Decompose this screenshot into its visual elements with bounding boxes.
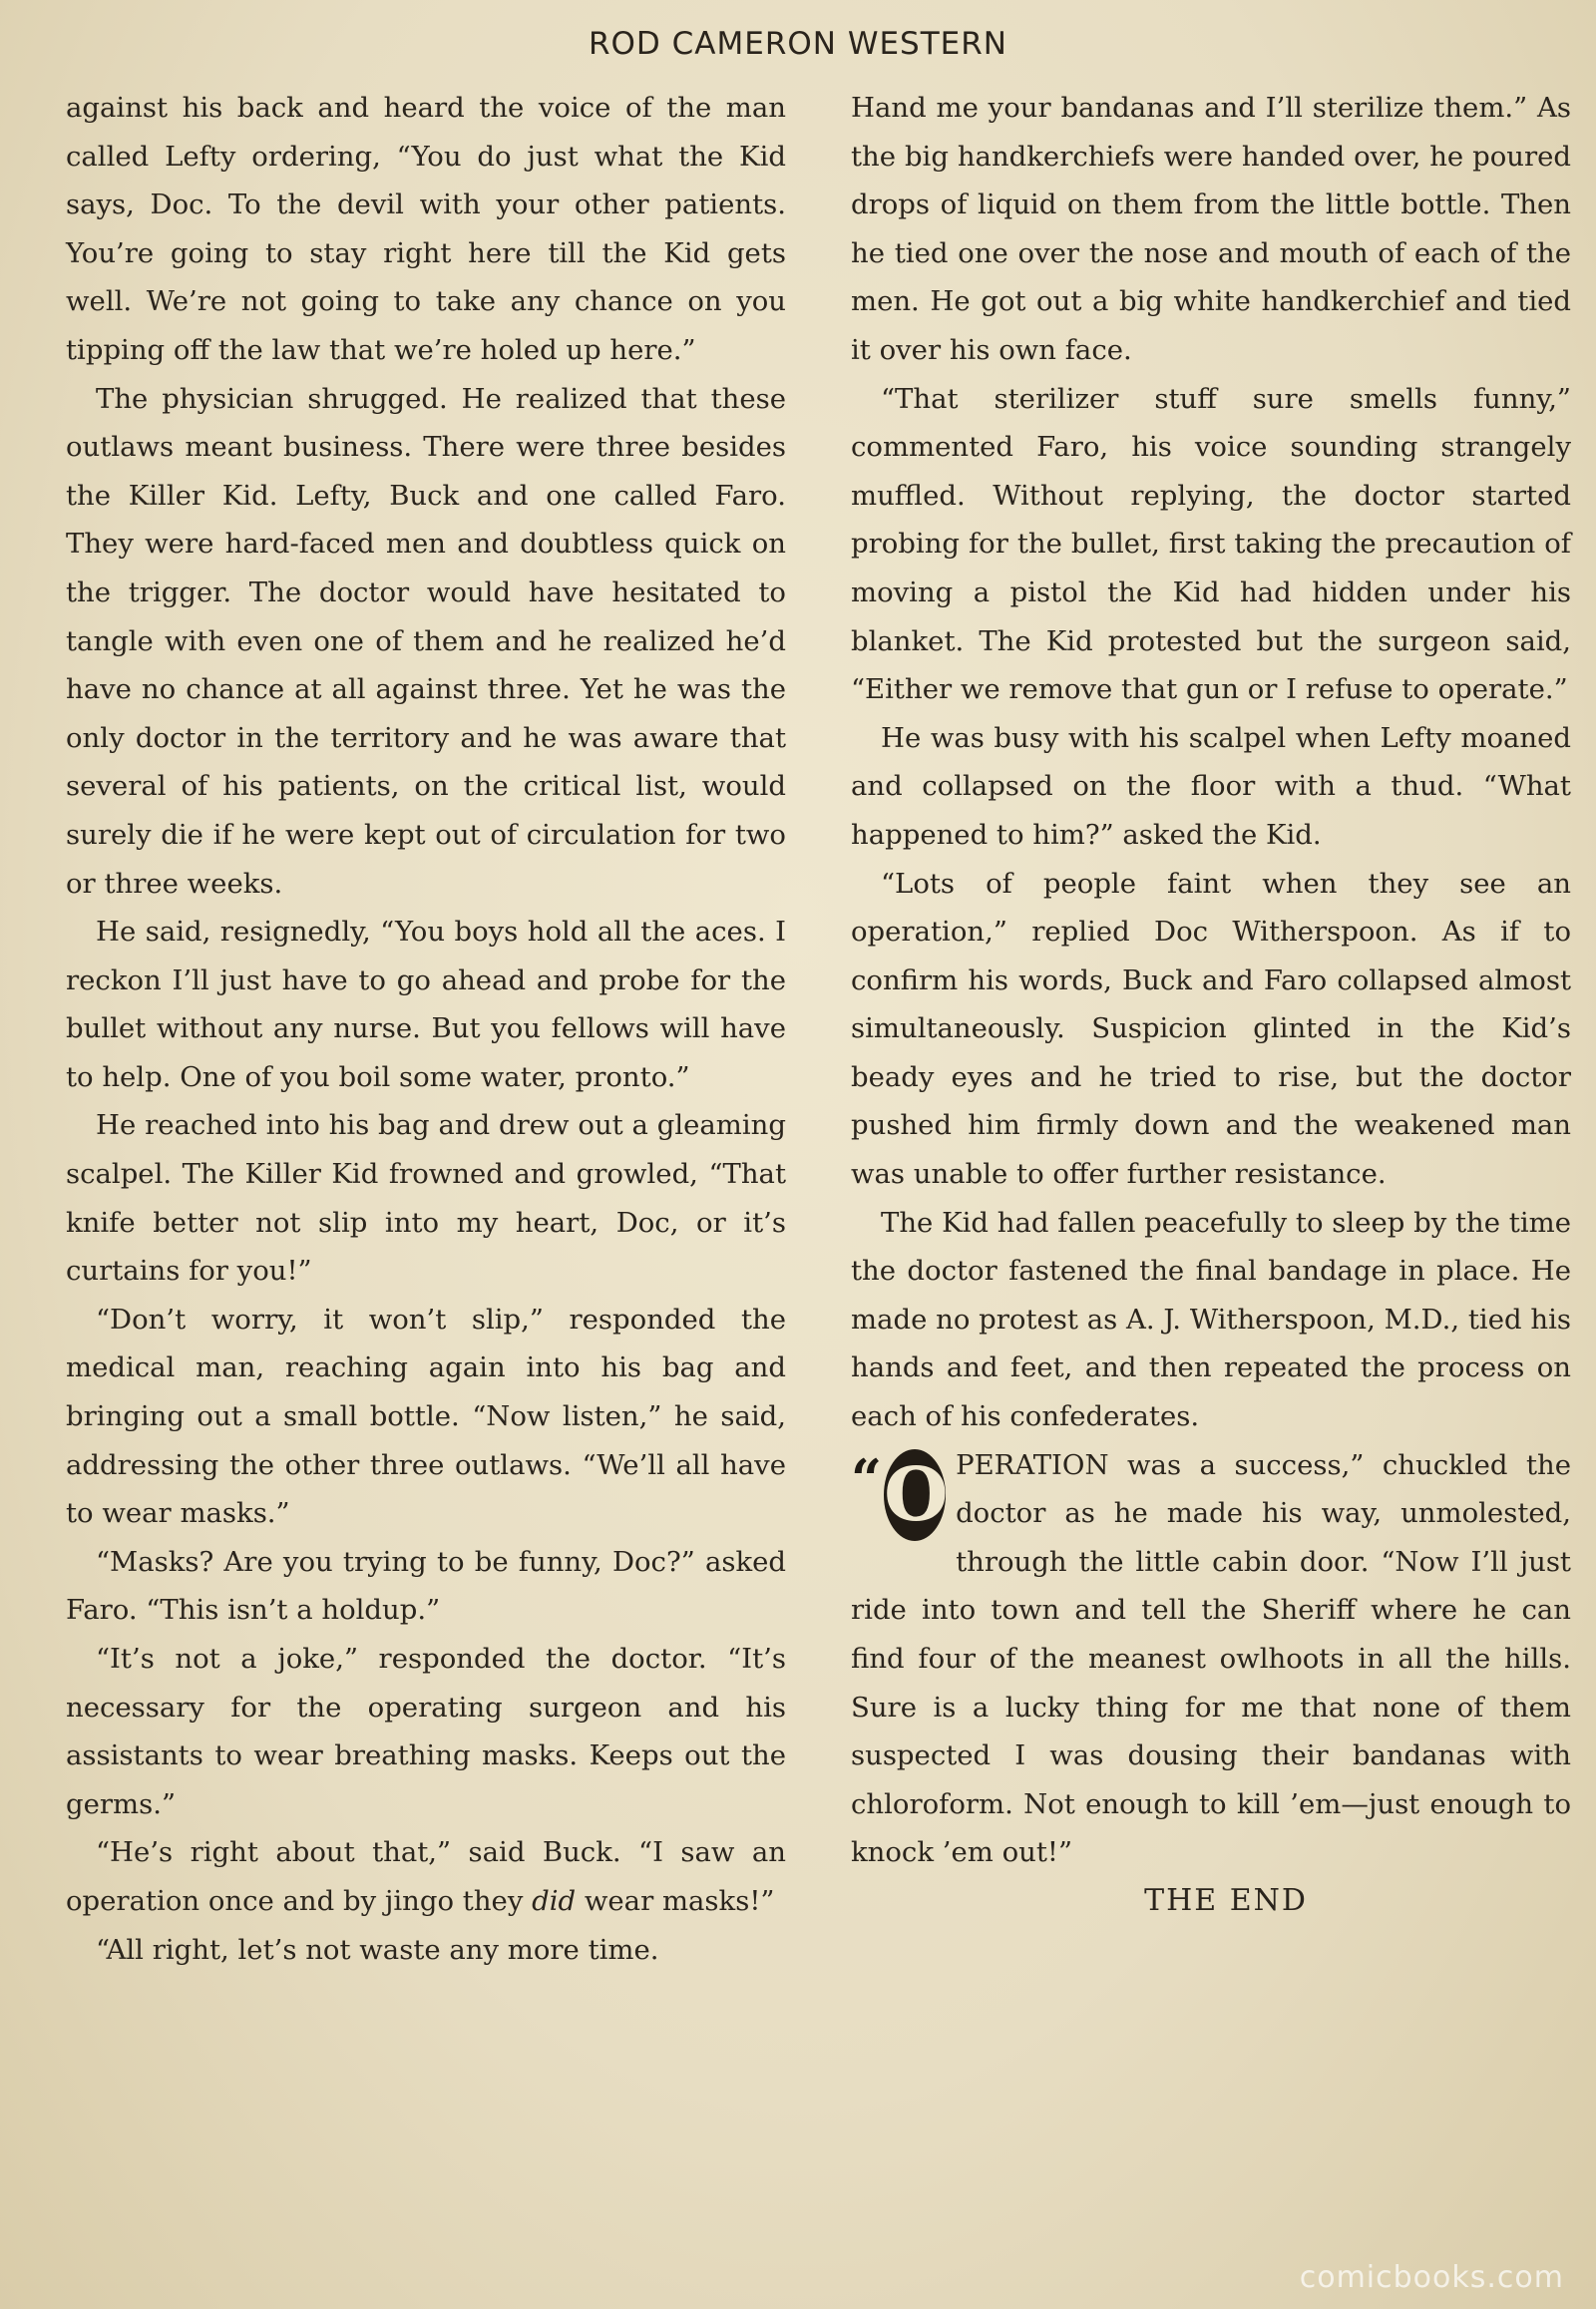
open-quote: “	[851, 1446, 883, 1511]
paragraph: He said, resignedly, “You boys hold all the aces. I reckon I’ll just have to go ahead and probe for the bullet without any nurse. But you fellows will have to help. One of you boil some water, pronto.”	[66, 916, 786, 1093]
page-header: ROD CAMERON WESTERN	[588, 26, 1007, 62]
paragraph: against his back and heard the voice of the man called Lefty ordering, “You do just what the Kid says, Doc. To the devil with your other patients. You’re going to stay right here till the Kid gets well. We’re not going to take any chance on you tipping off the law that we’re holed up here.”	[66, 92, 786, 366]
paragraph: Hand me your bandanas and I’ll sterilize them.” As the big handkerchiefs were handed over, he poured drops of liquid on them from the little bottle. Then he tied one over the nose and mouth of each of the men. He got out a big white handkerchief and tied it over his own face.	[851, 92, 1571, 366]
the-end: THE END	[1144, 1882, 1308, 1918]
final-paragraph	[851, 1441, 1571, 1877]
paragraph: “Lots of people faint when they see an operation,” replied Doc Witherspoon. As if to confirm his words, Buck and Faro collapsed almost simultaneously. Suspicion glinted in the Kid’s beady eyes and he tried to rise, but the doctor pushed him firmly down and the weakened man was unable to offer further resistance.	[851, 867, 1571, 1191]
emphasis-word: did	[532, 1884, 577, 1917]
paragraph: He reached into his bag and drew out a gleaming scalpel. The Killer Kid frowned and growled, “That knife better not slip into my heart, Doc, or it’s curtains for you!”	[66, 1109, 786, 1288]
paragraph: “It’s not a joke,” responded the doctor. “It’s necessary for the operating surgeon and his assistants to wear breathing masks. Keeps out the germs.”	[66, 1643, 786, 1820]
final-paragraph-text: PERATION was a success,” chuckled the doctor as he made his way, unmolested, through the little cabin door. “Now I’ll just ride into town and tell the Sheriff where he can find four of the meanest owlhoots in all the hills. Sure is a lucky thing for me that none of them suspected I was dousing their bandanas with chloroform. Not enough to kill ’em—just enough to knock ’em out!”	[851, 1448, 1571, 1869]
paragraph	[66, 1828, 786, 1925]
paragraph: “All right, let’s not waste any more time.	[96, 1933, 659, 1966]
paragraph: “Don’t worry, it won’t slip,” responded the medical man, reaching again into his bag and bringing out a small bottle. “Now listen,” he said, addressing the other three outlaws. “We’ll all have to wear masks.”	[66, 1303, 786, 1530]
paragraph: The Kid had fallen peacefully to sleep by the time the doctor fastened the final bandage in place. He made no protest as A. J. Witherspoon, M.D., tied his hands and feet, and then repeated the process on each of his confederates.	[851, 1206, 1571, 1433]
paragraph: “That sterilizer stuff sure smells funny,” commented Faro, his voice sounding strangely muffled. Without replying, the doctor started probing for the bullet, first taking the precaution of moving a pistol the Kid had hidden under his blanket. The Kid protested but the surgeon said, “Either we remove that gun or I refuse to operate.”	[851, 382, 1571, 706]
paragraph: “Masks? Are you trying to be funny, Doc?” asked Faro. “This isn’t a holdup.”	[66, 1545, 786, 1627]
text-run: “He’s right about that,” said Buck. “I saw an operation once and by jingo they	[66, 1836, 786, 1917]
text-run: wear masks!”	[576, 1884, 775, 1917]
paragraph: He was busy with his scalpel when Lefty moaned and collapsed on the floor with a thud. “What happened to him?” asked the Kid.	[851, 721, 1571, 851]
watermark: comicbooks.com	[1299, 2260, 1564, 2295]
drop-cap: O	[884, 1449, 946, 1541]
right-column	[851, 84, 1571, 1926]
left-column	[66, 84, 786, 1974]
paragraph: The physician shrugged. He realized that these outlaws meant business. There were three besides the Killer Kid. Lefty, Buck and one called Faro. They were hard-faced men and doubtless quick on the trigger. The doctor would have hesitated to tangle with even one of them and he realized he’d have no chance at all against three. Yet he was the only doctor in the territory and he was aware that several of his patients, on the critical list, would surely die if he were kept out of circulation for two or three weeks.	[66, 382, 786, 900]
